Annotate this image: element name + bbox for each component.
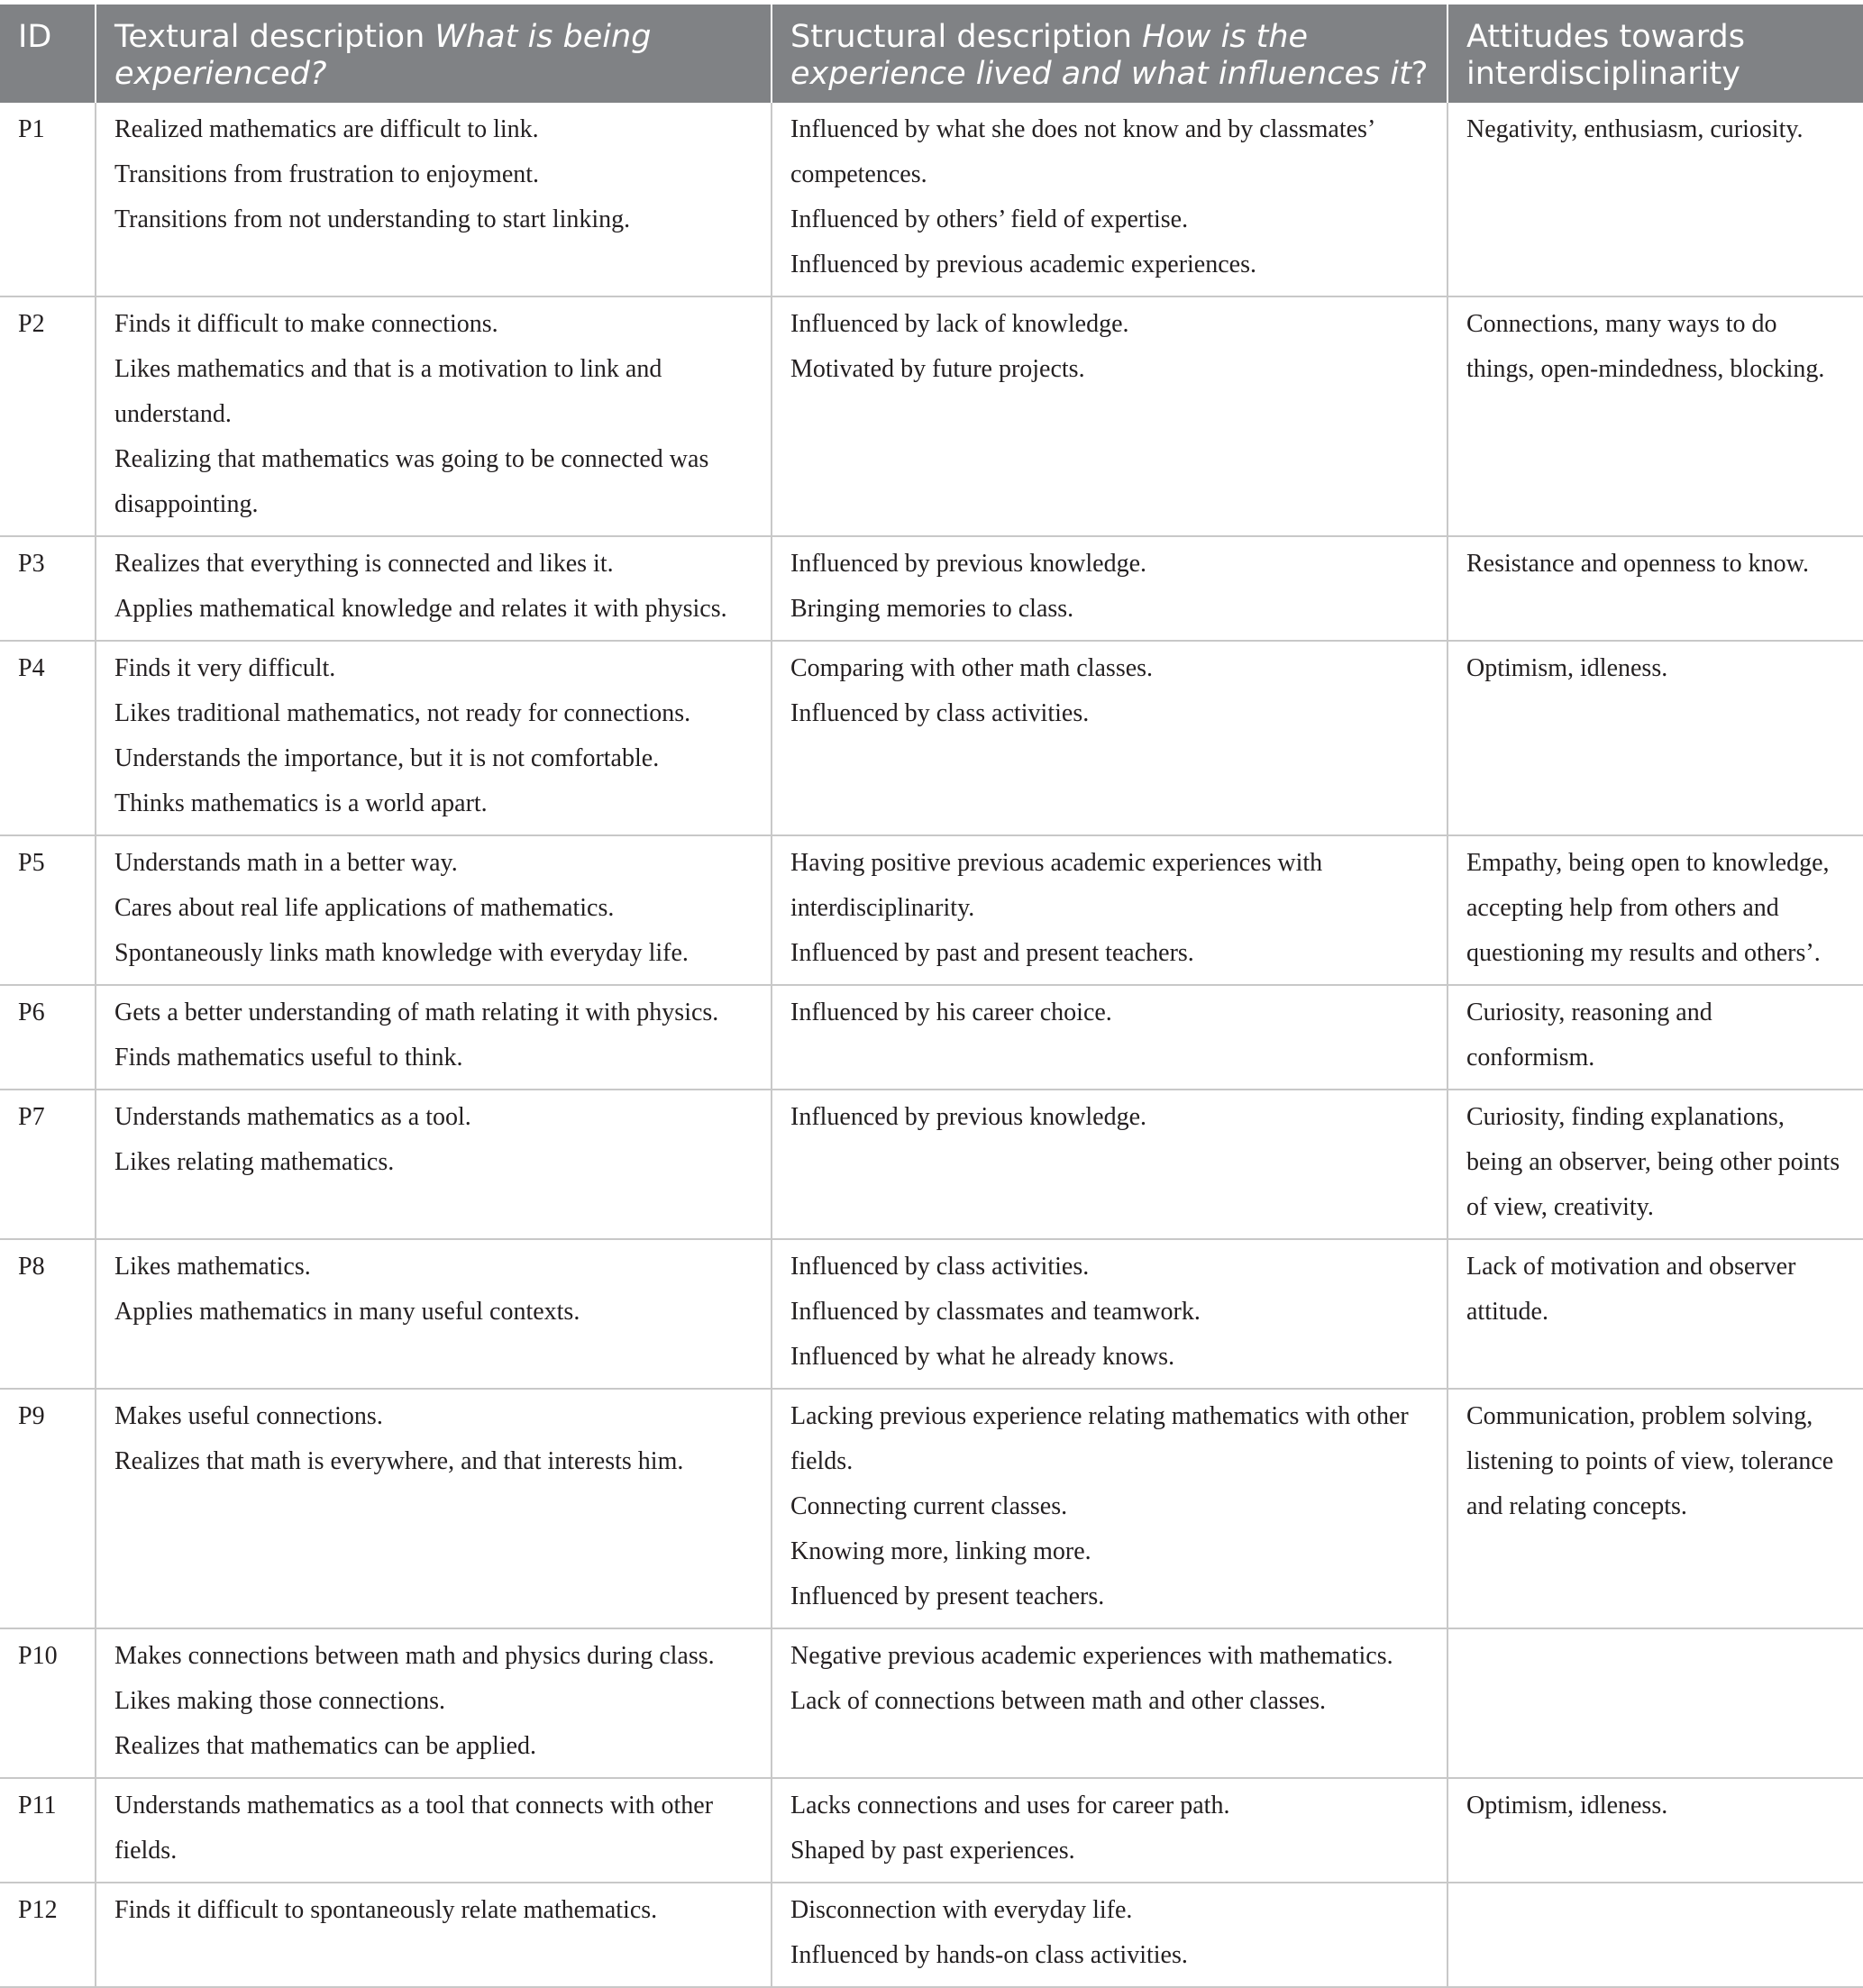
table-row	[0, 1883, 1863, 1987]
cell-textural-line: Gets a better understanding of math relating it with physics.	[114, 999, 719, 1026]
cell-id: P5	[0, 835, 96, 985]
cell-structural	[772, 1883, 1447, 1987]
cell-structural-line: Lacking previous experience relating mathematics with other fields.	[790, 1402, 1409, 1475]
cell-attitudes-line: Communication, problem solving, listening to points of view, tolerance and relating concepts.	[1466, 1402, 1834, 1520]
cell-structural-line: Negative previous academic experiences with mathematics.	[790, 1642, 1393, 1670]
cell-textural-line: Applies mathematics in many useful contexts.	[114, 1298, 580, 1326]
header-id-label: ID	[18, 19, 52, 55]
cell-structural-line: Influenced by his career choice.	[790, 999, 1112, 1026]
cell-id: P1	[0, 103, 96, 296]
table-row	[0, 1239, 1863, 1389]
cell-structural	[772, 835, 1447, 985]
table-row	[0, 536, 1863, 641]
data-table	[0, 5, 1863, 1988]
cell-structural-line: Influenced by others’ field of expertise.	[790, 205, 1189, 233]
cell-id: P9	[0, 1389, 96, 1628]
table-row	[0, 985, 1863, 1090]
cell-textural-line: Likes relating mathematics.	[114, 1148, 395, 1176]
cell-structural-line: Influenced by class activities.	[790, 699, 1090, 727]
cell-textural	[96, 1389, 772, 1628]
cell-structural	[772, 985, 1447, 1090]
cell-structural	[772, 1778, 1447, 1883]
cell-attitudes	[1447, 1090, 1863, 1239]
cell-structural-line: Comparing with other math classes.	[790, 654, 1154, 682]
cell-attitudes	[1447, 1389, 1863, 1628]
cell-structural-line: Influenced by what she does not know and by classmates’ competences.	[790, 115, 1374, 188]
cell-attitudes	[1447, 1778, 1863, 1883]
cell-structural-line: Influenced by present teachers.	[790, 1582, 1105, 1610]
table-row	[0, 1778, 1863, 1883]
cell-id: P3	[0, 536, 96, 641]
cell-structural-line: Connecting current classes.	[790, 1492, 1068, 1520]
cell-attitudes-line: Resistance and openness to know.	[1466, 550, 1809, 578]
cell-textural	[96, 1778, 772, 1883]
cell-structural-line: Having positive previous academic experiences with interdisciplinarity.	[790, 849, 1323, 922]
cell-id: P7	[0, 1090, 96, 1239]
cell-structural	[772, 103, 1447, 296]
cell-textural-line: Transitions from frustration to enjoyment.	[114, 160, 540, 188]
cell-textural-line: Finds it difficult to spontaneously relate mathematics.	[114, 1896, 658, 1924]
cell-structural-line: Influenced by class activities.	[790, 1253, 1090, 1281]
cell-structural	[772, 296, 1447, 536]
cell-attitudes-line: Curiosity, finding explanations, being an observer, being other points of view, creativity.	[1466, 1103, 1840, 1221]
cell-structural-line: Influenced by past and present teachers.	[790, 939, 1194, 967]
cell-structural	[772, 641, 1447, 835]
cell-id: P8	[0, 1239, 96, 1389]
cell-attitudes	[1447, 641, 1863, 835]
cell-textural	[96, 296, 772, 536]
cell-attitudes	[1447, 536, 1863, 641]
cell-textural-line: Realizes that mathematics can be applied.	[114, 1732, 537, 1760]
cell-textural-line: Realizes that math is everywhere, and that interests him.	[114, 1447, 684, 1475]
cell-textural-line: Likes making those connections.	[114, 1687, 446, 1715]
cell-textural-line: Makes connections between math and physics during class.	[114, 1642, 715, 1670]
cell-textural-line: Likes traditional mathematics, not ready for connections.	[114, 699, 691, 727]
header-id	[0, 5, 96, 103]
table-row	[0, 1389, 1863, 1628]
cell-structural-line: Influenced by what he already knows.	[790, 1343, 1175, 1371]
cell-structural	[772, 1239, 1447, 1389]
cell-textural-line: Realizes that everything is connected and likes it.	[114, 550, 614, 578]
header-row	[0, 5, 1863, 103]
cell-textural-line: Realizing that mathematics was going to be connected was disappointing.	[114, 445, 709, 518]
cell-textural-line: Understands the importance, but it is not comfortable.	[114, 744, 660, 772]
table-row	[0, 835, 1863, 985]
cell-textural-line: Understands mathematics as a tool that connects with other fields.	[114, 1792, 714, 1865]
header-structural-suffix: ?	[1411, 56, 1429, 92]
cell-structural	[772, 1628, 1447, 1778]
table-row	[0, 641, 1863, 835]
cell-structural-line: Influenced by lack of knowledge.	[790, 310, 1129, 338]
cell-attitudes-line: Negativity, enthusiasm, curiosity.	[1466, 115, 1804, 143]
cell-textural-line: Transitions from not understanding to start linking.	[114, 205, 631, 233]
cell-structural-line: Knowing more, linking more.	[790, 1537, 1091, 1565]
cell-textural-line: Cares about real life applications of mathematics.	[114, 894, 615, 922]
header-attitudes-label: Attitudes towards interdisciplinarity	[1466, 19, 1745, 92]
cell-attitudes-line: Curiosity, reasoning and conformism.	[1466, 999, 1712, 1072]
cell-structural-line: Motivated by future projects.	[790, 355, 1085, 383]
cell-structural-line: Bringing memories to class.	[790, 595, 1074, 623]
cell-structural	[772, 1389, 1447, 1628]
cell-textural	[96, 1883, 772, 1987]
header-structural	[772, 5, 1447, 103]
cell-textural-line: Makes useful connections.	[114, 1402, 383, 1430]
cell-textural-line: Thinks mathematics is a world apart.	[114, 789, 488, 817]
cell-structural-line: Lacks connections and uses for career path.	[790, 1792, 1230, 1819]
cell-textural-line: Finds mathematics useful to think.	[114, 1044, 463, 1072]
header-structural-plain: Structural description	[790, 19, 1143, 55]
cell-structural	[772, 1090, 1447, 1239]
cell-attitudes	[1447, 985, 1863, 1090]
cell-attitudes	[1447, 103, 1863, 296]
cell-textural-line: Finds it difficult to make connections.	[114, 310, 498, 338]
cell-structural-line: Lack of connections between math and other classes.	[790, 1687, 1327, 1715]
cell-id: P6	[0, 985, 96, 1090]
cell-structural-line: Disconnection with everyday life.	[790, 1896, 1133, 1924]
cell-textural-line: Understands math in a better way.	[114, 849, 458, 877]
table-row	[0, 296, 1863, 536]
cell-textural	[96, 103, 772, 296]
cell-id: P10	[0, 1628, 96, 1778]
cell-textural-line: Finds it very difficult.	[114, 654, 336, 682]
cell-structural-line: Influenced by hands-on class activities.	[790, 1941, 1188, 1969]
header-attitudes	[1447, 5, 1863, 103]
cell-attitudes-line: Lack of motivation and observer attitude.	[1466, 1253, 1796, 1326]
table-header	[0, 5, 1863, 103]
cell-attitudes	[1447, 1883, 1863, 1987]
cell-textural	[96, 641, 772, 835]
cell-structural-line: Shaped by past experiences.	[790, 1837, 1075, 1865]
cell-textural	[96, 1239, 772, 1389]
cell-id: P2	[0, 296, 96, 536]
cell-textural	[96, 1628, 772, 1778]
cell-structural-line: Influenced by previous knowledge.	[790, 1103, 1146, 1131]
cell-attitudes-line: Connections, many ways to do things, open-mindedness, blocking.	[1466, 310, 1825, 383]
cell-textural	[96, 985, 772, 1090]
cell-textural-line: Likes mathematics and that is a motivation to link and understand.	[114, 355, 662, 428]
cell-attitudes-line: Optimism, idleness.	[1466, 1792, 1668, 1819]
header-structural-italic: How is the experience lived and what influences it	[790, 19, 1411, 92]
cell-textural-line: Understands mathematics as a tool.	[114, 1103, 471, 1131]
cell-textural	[96, 835, 772, 985]
cell-textural	[96, 1090, 772, 1239]
header-textural	[96, 5, 772, 103]
cell-attitudes	[1447, 1239, 1863, 1389]
cell-attitudes-line: Optimism, idleness.	[1466, 654, 1668, 682]
header-textural-plain: Textural description	[114, 19, 435, 55]
cell-attitudes	[1447, 835, 1863, 985]
cell-textural-line: Spontaneously links math knowledge with everyday life.	[114, 939, 689, 967]
table-row	[0, 103, 1863, 296]
cell-textural-line: Likes mathematics.	[114, 1253, 311, 1281]
cell-attitudes-line: Empathy, being open to knowledge, accepting help from others and questioning my results and others’.	[1466, 849, 1830, 967]
cell-textural-line: Realized mathematics are difficult to link.	[114, 115, 539, 143]
cell-textural-line: Applies mathematical knowledge and relates it with physics.	[114, 595, 727, 623]
cell-structural-line: Influenced by classmates and teamwork.	[790, 1298, 1201, 1326]
cell-structural-line: Influenced by previous academic experiences.	[790, 251, 1256, 278]
table-body	[0, 103, 1863, 1987]
cell-id: P11	[0, 1778, 96, 1883]
header-textural-italic: What is being experienced?	[114, 19, 652, 92]
cell-attitudes	[1447, 1628, 1863, 1778]
cell-attitudes	[1447, 296, 1863, 536]
cell-id: P12	[0, 1883, 96, 1987]
cell-structural-line: Influenced by previous knowledge.	[790, 550, 1146, 578]
cell-id: P4	[0, 641, 96, 835]
cell-structural	[772, 536, 1447, 641]
table-row	[0, 1090, 1863, 1239]
table-row	[0, 1628, 1863, 1778]
cell-textural	[96, 536, 772, 641]
